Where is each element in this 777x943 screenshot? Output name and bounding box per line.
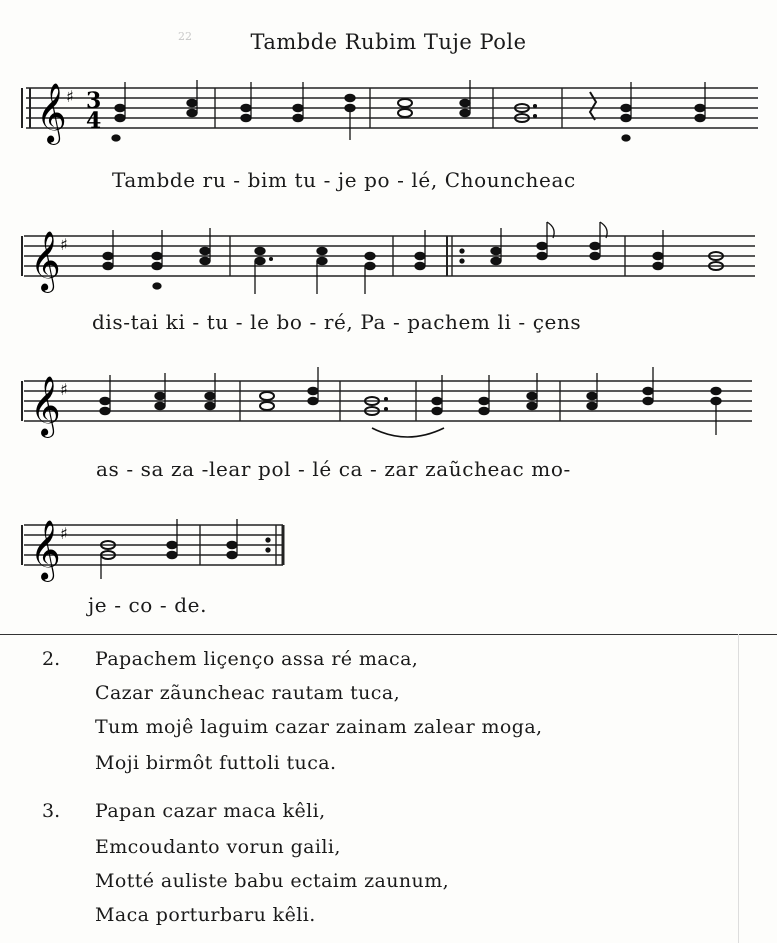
lyrics-line-2: dis-tai ki - tu - le bo - ré, Pa - pachem li - çens (92, 310, 582, 334)
notes-2 (103, 222, 723, 294)
faint-page-mark: 22 (178, 30, 192, 43)
staff-4 (0, 517, 300, 597)
sharp-icon: ♯ (60, 235, 68, 254)
rest-icon (590, 92, 596, 120)
lyrics-line-4: je - co - de. (88, 593, 208, 617)
notes-1 (112, 80, 705, 141)
lyrics-line-1: Tambde ru - bim tu - je po - lé, Chouncheac (112, 168, 576, 192)
treble-clef-icon: 𝄞 (30, 520, 61, 580)
treble-clef-icon: 𝄞 (36, 83, 67, 143)
verse-2-line-2: Cazar zãuncheac rautam tuca, (95, 682, 401, 704)
sharp-icon: ♯ (60, 524, 68, 543)
staff-2 (0, 228, 777, 308)
lyrics-line-3: as - sa za -lear pol - lé ca - zar zaũcheac mo- (96, 457, 571, 481)
verse-2-line-3: Tum mojê laguim cazar zainam zalear moga, (95, 716, 543, 738)
notes-3 (100, 367, 721, 437)
time-sig-bottom: 4 (86, 108, 102, 134)
slur-icon (372, 428, 444, 437)
time-sig-top: 3 (86, 88, 102, 114)
margin-line (738, 634, 739, 943)
verse-3-line-4: Maca porturbaru kêli. (95, 904, 316, 926)
treble-clef-icon: 𝄞 (30, 231, 61, 291)
sharp-icon: ♯ (66, 87, 74, 106)
verse-2-line-1: Papachem liçenço assa ré maca, (95, 648, 419, 670)
verse-3-line-1: Papan cazar maca kêli, (95, 800, 326, 822)
sharp-icon: ♯ (60, 380, 68, 399)
verse-3-number: 3. (42, 800, 61, 822)
notes-4 (101, 519, 270, 579)
section-divider (0, 634, 777, 635)
verse-3-line-3: Motté auliste babu ectaim zaunum, (95, 870, 450, 892)
verse-3-line-2: Emcoudanto vorun gaili, (95, 836, 341, 858)
song-title: Tambde Rubim Tuje Pole (250, 30, 527, 54)
verse-2-line-4: Moji birmôt futtoli tuca. (95, 752, 337, 774)
staff-3 (0, 373, 777, 453)
verse-2-number: 2. (42, 648, 61, 670)
treble-clef-icon: 𝄞 (30, 376, 61, 436)
staff-1 (0, 80, 777, 160)
